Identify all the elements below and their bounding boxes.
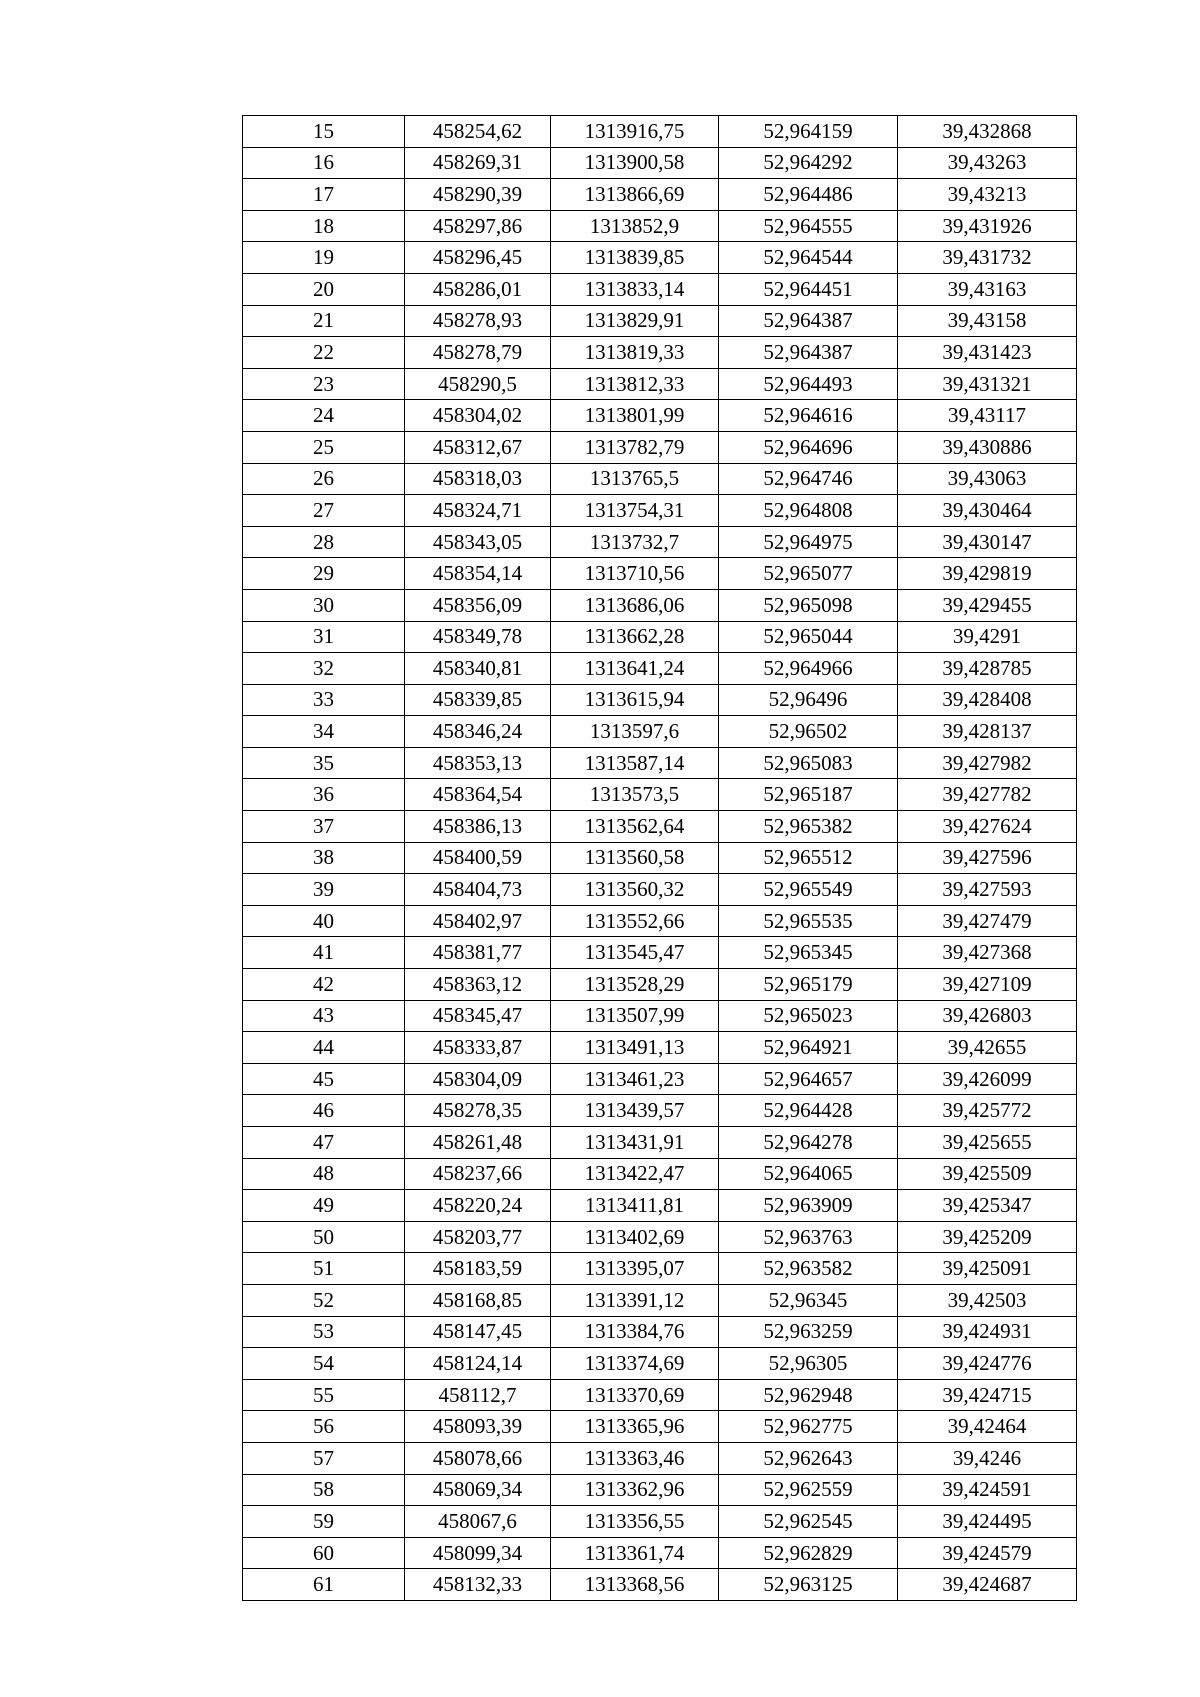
longitude-cell: 39,427109 — [898, 969, 1077, 1001]
x-coordinate-cell: 458400,59 — [405, 842, 551, 874]
table-row — [243, 1221, 1077, 1253]
x-coordinate-cell: 458381,77 — [405, 937, 551, 969]
latitude-cell: 52,96502 — [719, 716, 898, 748]
table-row — [243, 1442, 1077, 1474]
y-coordinate-cell: 1313562,64 — [551, 811, 719, 843]
table-row — [243, 116, 1077, 148]
y-coordinate-cell: 1313560,58 — [551, 842, 719, 874]
y-coordinate-cell: 1313552,66 — [551, 905, 719, 937]
longitude-cell: 39,430147 — [898, 526, 1077, 558]
longitude-cell: 39,427479 — [898, 905, 1077, 937]
x-coordinate-cell: 458286,01 — [405, 273, 551, 305]
x-coordinate-cell: 458304,09 — [405, 1063, 551, 1095]
longitude-cell: 39,427368 — [898, 937, 1077, 969]
x-coordinate-cell: 458132,33 — [405, 1569, 551, 1601]
point-number-cell: 18 — [243, 210, 405, 242]
point-number-cell: 47 — [243, 1127, 405, 1159]
y-coordinate-cell: 1313916,75 — [551, 116, 719, 148]
y-coordinate-cell: 1313370,69 — [551, 1379, 719, 1411]
y-coordinate-cell: 1313374,69 — [551, 1348, 719, 1380]
longitude-cell: 39,426803 — [898, 1000, 1077, 1032]
longitude-cell: 39,43158 — [898, 305, 1077, 337]
x-coordinate-cell: 458346,24 — [405, 716, 551, 748]
latitude-cell: 52,962948 — [719, 1379, 898, 1411]
longitude-cell: 39,431321 — [898, 368, 1077, 400]
table-row — [243, 937, 1077, 969]
x-coordinate-cell: 458304,02 — [405, 400, 551, 432]
x-coordinate-cell: 458297,86 — [405, 210, 551, 242]
point-number-cell: 41 — [243, 937, 405, 969]
point-number-cell: 29 — [243, 558, 405, 590]
point-number-cell: 15 — [243, 116, 405, 148]
table-row — [243, 1537, 1077, 1569]
table-row — [243, 747, 1077, 779]
point-number-cell: 60 — [243, 1537, 405, 1569]
latitude-cell: 52,964616 — [719, 400, 898, 432]
longitude-cell: 39,427982 — [898, 747, 1077, 779]
point-number-cell: 31 — [243, 621, 405, 653]
x-coordinate-cell: 458339,85 — [405, 684, 551, 716]
longitude-cell: 39,4291 — [898, 621, 1077, 653]
table-row — [243, 495, 1077, 527]
table-row — [243, 1411, 1077, 1443]
x-coordinate-cell: 458386,13 — [405, 811, 551, 843]
x-coordinate-cell: 458333,87 — [405, 1032, 551, 1064]
longitude-cell: 39,424715 — [898, 1379, 1077, 1411]
x-coordinate-cell: 458220,24 — [405, 1190, 551, 1222]
point-number-cell: 40 — [243, 905, 405, 937]
y-coordinate-cell: 1313819,33 — [551, 337, 719, 369]
latitude-cell: 52,964428 — [719, 1095, 898, 1127]
point-number-cell: 27 — [243, 495, 405, 527]
y-coordinate-cell: 1313829,91 — [551, 305, 719, 337]
longitude-cell: 39,425509 — [898, 1158, 1077, 1190]
table-row — [243, 400, 1077, 432]
latitude-cell: 52,964746 — [719, 463, 898, 495]
longitude-cell: 39,432868 — [898, 116, 1077, 148]
table-row — [243, 1506, 1077, 1538]
latitude-cell: 52,963125 — [719, 1569, 898, 1601]
x-coordinate-cell: 458290,5 — [405, 368, 551, 400]
longitude-cell: 39,424591 — [898, 1474, 1077, 1506]
longitude-cell: 39,427624 — [898, 811, 1077, 843]
x-coordinate-cell: 458296,45 — [405, 242, 551, 274]
table-row — [243, 684, 1077, 716]
x-coordinate-cell: 458261,48 — [405, 1127, 551, 1159]
table-row — [243, 431, 1077, 463]
point-number-cell: 17 — [243, 179, 405, 211]
longitude-cell: 39,42503 — [898, 1284, 1077, 1316]
latitude-cell: 52,964278 — [719, 1127, 898, 1159]
latitude-cell: 52,965382 — [719, 811, 898, 843]
y-coordinate-cell: 1313641,24 — [551, 653, 719, 685]
x-coordinate-cell: 458402,97 — [405, 905, 551, 937]
table-row — [243, 874, 1077, 906]
x-coordinate-cell: 458318,03 — [405, 463, 551, 495]
latitude-cell: 52,965535 — [719, 905, 898, 937]
latitude-cell: 52,965179 — [719, 969, 898, 1001]
point-number-cell: 30 — [243, 589, 405, 621]
longitude-cell: 39,426099 — [898, 1063, 1077, 1095]
x-coordinate-cell: 458168,85 — [405, 1284, 551, 1316]
point-number-cell: 21 — [243, 305, 405, 337]
table-row — [243, 1095, 1077, 1127]
x-coordinate-cell: 458290,39 — [405, 179, 551, 211]
longitude-cell: 39,43163 — [898, 273, 1077, 305]
longitude-cell: 39,431423 — [898, 337, 1077, 369]
table-row — [243, 811, 1077, 843]
longitude-cell: 39,425209 — [898, 1221, 1077, 1253]
latitude-cell: 52,96305 — [719, 1348, 898, 1380]
longitude-cell: 39,428137 — [898, 716, 1077, 748]
point-number-cell: 39 — [243, 874, 405, 906]
table-row — [243, 1190, 1077, 1222]
table-row — [243, 1569, 1077, 1601]
longitude-cell: 39,424687 — [898, 1569, 1077, 1601]
point-number-cell: 20 — [243, 273, 405, 305]
latitude-cell: 52,964544 — [719, 242, 898, 274]
latitude-cell: 52,965549 — [719, 874, 898, 906]
latitude-cell: 52,963763 — [719, 1221, 898, 1253]
table-row — [243, 1348, 1077, 1380]
table-row — [243, 179, 1077, 211]
x-coordinate-cell: 458354,14 — [405, 558, 551, 590]
point-number-cell: 52 — [243, 1284, 405, 1316]
latitude-cell: 52,964486 — [719, 179, 898, 211]
latitude-cell: 52,962829 — [719, 1537, 898, 1569]
latitude-cell: 52,964387 — [719, 305, 898, 337]
table-row — [243, 337, 1077, 369]
longitude-cell: 39,43063 — [898, 463, 1077, 495]
y-coordinate-cell: 1313384,76 — [551, 1316, 719, 1348]
table-row — [243, 905, 1077, 937]
point-number-cell: 50 — [243, 1221, 405, 1253]
point-number-cell: 55 — [243, 1379, 405, 1411]
table-row — [243, 210, 1077, 242]
x-coordinate-cell: 458345,47 — [405, 1000, 551, 1032]
y-coordinate-cell: 1313391,12 — [551, 1284, 719, 1316]
latitude-cell: 52,964493 — [719, 368, 898, 400]
longitude-cell: 39,424776 — [898, 1348, 1077, 1380]
longitude-cell: 39,431732 — [898, 242, 1077, 274]
point-number-cell: 57 — [243, 1442, 405, 1474]
y-coordinate-cell: 1313395,07 — [551, 1253, 719, 1285]
y-coordinate-cell: 1313900,58 — [551, 147, 719, 179]
coordinates-table — [242, 115, 1077, 1601]
table-row — [243, 463, 1077, 495]
latitude-cell: 52,965098 — [719, 589, 898, 621]
y-coordinate-cell: 1313528,29 — [551, 969, 719, 1001]
x-coordinate-cell: 458112,7 — [405, 1379, 551, 1411]
y-coordinate-cell: 1313812,33 — [551, 368, 719, 400]
table-row — [243, 1253, 1077, 1285]
latitude-cell: 52,964451 — [719, 273, 898, 305]
longitude-cell: 39,424495 — [898, 1506, 1077, 1538]
point-number-cell: 22 — [243, 337, 405, 369]
table-row — [243, 589, 1077, 621]
y-coordinate-cell: 1313866,69 — [551, 179, 719, 211]
table-row — [243, 1000, 1077, 1032]
longitude-cell: 39,43263 — [898, 147, 1077, 179]
longitude-cell: 39,425772 — [898, 1095, 1077, 1127]
latitude-cell: 52,964292 — [719, 147, 898, 179]
latitude-cell: 52,964065 — [719, 1158, 898, 1190]
table-row — [243, 558, 1077, 590]
longitude-cell: 39,427596 — [898, 842, 1077, 874]
y-coordinate-cell: 1313368,56 — [551, 1569, 719, 1601]
longitude-cell: 39,42655 — [898, 1032, 1077, 1064]
x-coordinate-cell: 458093,39 — [405, 1411, 551, 1443]
latitude-cell: 52,962559 — [719, 1474, 898, 1506]
point-number-cell: 25 — [243, 431, 405, 463]
latitude-cell: 52,962545 — [719, 1506, 898, 1538]
table-row — [243, 1379, 1077, 1411]
x-coordinate-cell: 458278,93 — [405, 305, 551, 337]
latitude-cell: 52,964975 — [719, 526, 898, 558]
latitude-cell: 52,962775 — [719, 1411, 898, 1443]
y-coordinate-cell: 1313365,96 — [551, 1411, 719, 1443]
latitude-cell: 52,96496 — [719, 684, 898, 716]
table-row — [243, 653, 1077, 685]
y-coordinate-cell: 1313431,91 — [551, 1127, 719, 1159]
y-coordinate-cell: 1313710,56 — [551, 558, 719, 590]
longitude-cell: 39,43117 — [898, 400, 1077, 432]
longitude-cell: 39,424931 — [898, 1316, 1077, 1348]
point-number-cell: 16 — [243, 147, 405, 179]
y-coordinate-cell: 1313363,46 — [551, 1442, 719, 1474]
point-number-cell: 56 — [243, 1411, 405, 1443]
longitude-cell: 39,428785 — [898, 653, 1077, 685]
longitude-cell: 39,425091 — [898, 1253, 1077, 1285]
y-coordinate-cell: 1313439,57 — [551, 1095, 719, 1127]
longitude-cell: 39,429455 — [898, 589, 1077, 621]
latitude-cell: 52,965345 — [719, 937, 898, 969]
latitude-cell: 52,964808 — [719, 495, 898, 527]
table-row — [243, 621, 1077, 653]
longitude-cell: 39,429819 — [898, 558, 1077, 590]
y-coordinate-cell: 1313587,14 — [551, 747, 719, 779]
point-number-cell: 58 — [243, 1474, 405, 1506]
y-coordinate-cell: 1313754,31 — [551, 495, 719, 527]
y-coordinate-cell: 1313686,06 — [551, 589, 719, 621]
point-number-cell: 46 — [243, 1095, 405, 1127]
x-coordinate-cell: 458343,05 — [405, 526, 551, 558]
point-number-cell: 38 — [243, 842, 405, 874]
latitude-cell: 52,963909 — [719, 1190, 898, 1222]
table-row — [243, 1474, 1077, 1506]
point-number-cell: 51 — [243, 1253, 405, 1285]
point-number-cell: 33 — [243, 684, 405, 716]
y-coordinate-cell: 1313361,74 — [551, 1537, 719, 1569]
latitude-cell: 52,965023 — [719, 1000, 898, 1032]
point-number-cell: 26 — [243, 463, 405, 495]
table-row — [243, 1158, 1077, 1190]
table-row — [243, 305, 1077, 337]
longitude-cell: 39,427782 — [898, 779, 1077, 811]
longitude-cell: 39,430464 — [898, 495, 1077, 527]
y-coordinate-cell: 1313491,13 — [551, 1032, 719, 1064]
y-coordinate-cell: 1313782,79 — [551, 431, 719, 463]
longitude-cell: 39,4246 — [898, 1442, 1077, 1474]
y-coordinate-cell: 1313573,5 — [551, 779, 719, 811]
latitude-cell: 52,964696 — [719, 431, 898, 463]
y-coordinate-cell: 1313507,99 — [551, 1000, 719, 1032]
point-number-cell: 19 — [243, 242, 405, 274]
longitude-cell: 39,428408 — [898, 684, 1077, 716]
longitude-cell: 39,424579 — [898, 1537, 1077, 1569]
table-row — [243, 368, 1077, 400]
table-row — [243, 842, 1077, 874]
latitude-cell: 52,964159 — [719, 116, 898, 148]
point-number-cell: 54 — [243, 1348, 405, 1380]
x-coordinate-cell: 458124,14 — [405, 1348, 551, 1380]
latitude-cell: 52,965077 — [719, 558, 898, 590]
x-coordinate-cell: 458269,31 — [405, 147, 551, 179]
y-coordinate-cell: 1313839,85 — [551, 242, 719, 274]
y-coordinate-cell: 1313402,69 — [551, 1221, 719, 1253]
longitude-cell: 39,425347 — [898, 1190, 1077, 1222]
point-number-cell: 45 — [243, 1063, 405, 1095]
latitude-cell: 52,963259 — [719, 1316, 898, 1348]
x-coordinate-cell: 458203,77 — [405, 1221, 551, 1253]
latitude-cell: 52,964657 — [719, 1063, 898, 1095]
longitude-cell: 39,43213 — [898, 179, 1077, 211]
x-coordinate-cell: 458324,71 — [405, 495, 551, 527]
x-coordinate-cell: 458067,6 — [405, 1506, 551, 1538]
x-coordinate-cell: 458353,13 — [405, 747, 551, 779]
longitude-cell: 39,425655 — [898, 1127, 1077, 1159]
y-coordinate-cell: 1313597,6 — [551, 716, 719, 748]
latitude-cell: 52,964921 — [719, 1032, 898, 1064]
x-coordinate-cell: 458278,79 — [405, 337, 551, 369]
longitude-cell: 39,42464 — [898, 1411, 1077, 1443]
y-coordinate-cell: 1313662,28 — [551, 621, 719, 653]
x-coordinate-cell: 458069,34 — [405, 1474, 551, 1506]
y-coordinate-cell: 1313356,55 — [551, 1506, 719, 1538]
point-number-cell: 49 — [243, 1190, 405, 1222]
y-coordinate-cell: 1313560,32 — [551, 874, 719, 906]
coordinates-table-body — [243, 116, 1077, 1601]
latitude-cell: 52,96345 — [719, 1284, 898, 1316]
y-coordinate-cell: 1313411,81 — [551, 1190, 719, 1222]
point-number-cell: 53 — [243, 1316, 405, 1348]
longitude-cell: 39,431926 — [898, 210, 1077, 242]
table-row — [243, 1032, 1077, 1064]
table-row — [243, 1127, 1077, 1159]
table-row — [243, 526, 1077, 558]
point-number-cell: 48 — [243, 1158, 405, 1190]
latitude-cell: 52,965083 — [719, 747, 898, 779]
y-coordinate-cell: 1313732,7 — [551, 526, 719, 558]
point-number-cell: 42 — [243, 969, 405, 1001]
x-coordinate-cell: 458356,09 — [405, 589, 551, 621]
latitude-cell: 52,965512 — [719, 842, 898, 874]
point-number-cell: 44 — [243, 1032, 405, 1064]
x-coordinate-cell: 458237,66 — [405, 1158, 551, 1190]
table-row — [243, 1284, 1077, 1316]
x-coordinate-cell: 458183,59 — [405, 1253, 551, 1285]
latitude-cell: 52,962643 — [719, 1442, 898, 1474]
x-coordinate-cell: 458363,12 — [405, 969, 551, 1001]
point-number-cell: 36 — [243, 779, 405, 811]
table-row — [243, 1316, 1077, 1348]
longitude-cell: 39,427593 — [898, 874, 1077, 906]
x-coordinate-cell: 458254,62 — [405, 116, 551, 148]
point-number-cell: 23 — [243, 368, 405, 400]
y-coordinate-cell: 1313615,94 — [551, 684, 719, 716]
point-number-cell: 37 — [243, 811, 405, 843]
point-number-cell: 43 — [243, 1000, 405, 1032]
table-row — [243, 779, 1077, 811]
point-number-cell: 32 — [243, 653, 405, 685]
point-number-cell: 59 — [243, 1506, 405, 1538]
y-coordinate-cell: 1313765,5 — [551, 463, 719, 495]
table-row — [243, 969, 1077, 1001]
x-coordinate-cell: 458078,66 — [405, 1442, 551, 1474]
point-number-cell: 35 — [243, 747, 405, 779]
x-coordinate-cell: 458147,45 — [405, 1316, 551, 1348]
x-coordinate-cell: 458278,35 — [405, 1095, 551, 1127]
y-coordinate-cell: 1313833,14 — [551, 273, 719, 305]
point-number-cell: 34 — [243, 716, 405, 748]
latitude-cell: 52,964966 — [719, 653, 898, 685]
table-row — [243, 147, 1077, 179]
latitude-cell: 52,964555 — [719, 210, 898, 242]
point-number-cell: 28 — [243, 526, 405, 558]
point-number-cell: 61 — [243, 1569, 405, 1601]
latitude-cell: 52,965187 — [719, 779, 898, 811]
x-coordinate-cell: 458364,54 — [405, 779, 551, 811]
table-row — [243, 716, 1077, 748]
y-coordinate-cell: 1313461,23 — [551, 1063, 719, 1095]
latitude-cell: 52,963582 — [719, 1253, 898, 1285]
latitude-cell: 52,964387 — [719, 337, 898, 369]
x-coordinate-cell: 458312,67 — [405, 431, 551, 463]
latitude-cell: 52,965044 — [719, 621, 898, 653]
point-number-cell: 24 — [243, 400, 405, 432]
x-coordinate-cell: 458404,73 — [405, 874, 551, 906]
table-row — [243, 1063, 1077, 1095]
x-coordinate-cell: 458349,78 — [405, 621, 551, 653]
x-coordinate-cell: 458099,34 — [405, 1537, 551, 1569]
y-coordinate-cell: 1313422,47 — [551, 1158, 719, 1190]
table-row — [243, 242, 1077, 274]
y-coordinate-cell: 1313801,99 — [551, 400, 719, 432]
x-coordinate-cell: 458340,81 — [405, 653, 551, 685]
table-row — [243, 273, 1077, 305]
y-coordinate-cell: 1313362,96 — [551, 1474, 719, 1506]
y-coordinate-cell: 1313545,47 — [551, 937, 719, 969]
longitude-cell: 39,430886 — [898, 431, 1077, 463]
y-coordinate-cell: 1313852,9 — [551, 210, 719, 242]
